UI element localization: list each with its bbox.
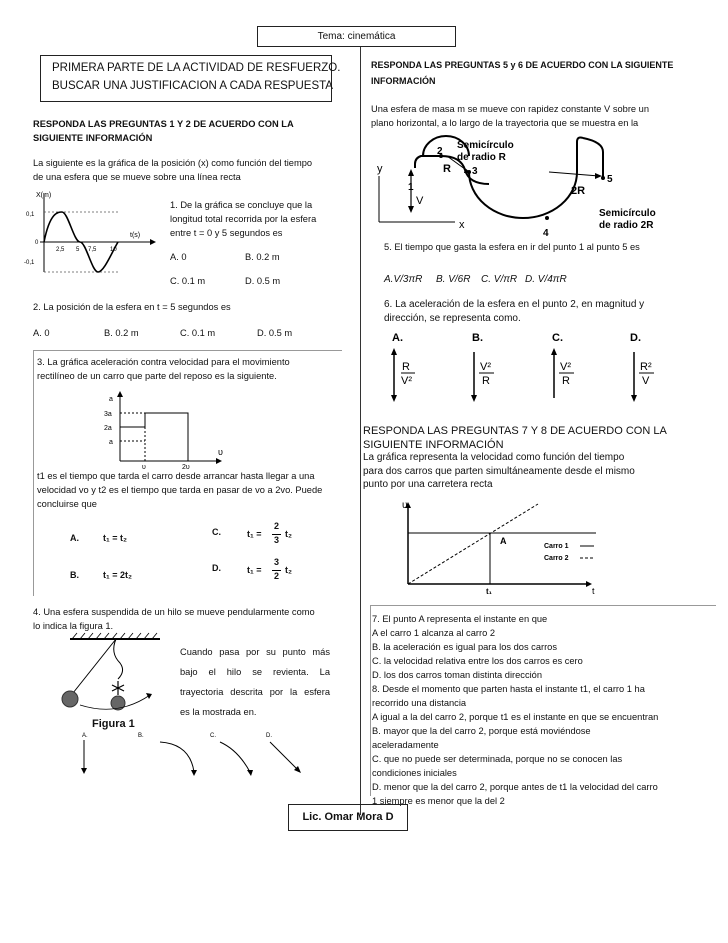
q3-c-den: 3: [274, 535, 280, 545]
q78-line: 8. Desde el momento que parten hasta el instante t1, el carro 1 ha: [372, 684, 645, 694]
q78-line: condiciones iniciales: [372, 768, 457, 778]
point-4: 4: [543, 228, 549, 239]
graph-a-step-line: [120, 413, 188, 461]
q5-option-b: B. V/6R: [436, 274, 471, 285]
radius-2r-arrow: [595, 173, 602, 179]
instructions-line-1: PRIMERA PARTE DE LA ACTIVIDAD DE RESFUERZO.: [52, 62, 341, 74]
q3-option-a: [70, 533, 127, 543]
section7-info-1: La gráfica representa la velocidad como función del tiempo: [363, 452, 625, 463]
velocity-arrow-tail: [408, 206, 414, 213]
q6-a-arrow-head-down: [391, 395, 397, 402]
section1-info-1: La siguiente es la gráfica de la posición (x) como función del tiempo: [33, 158, 313, 168]
q6-letter-a: A.: [392, 332, 403, 344]
pendulum-break-mark: [112, 681, 124, 695]
q6-b-den: R: [482, 375, 490, 387]
semicircle-r-label-2: de radio R: [457, 152, 506, 163]
vt-carro2-line: [408, 504, 538, 584]
q6-options: [384, 330, 684, 410]
point-marker: [467, 170, 471, 174]
section1-heading-1: RESPONDA LAS PREGUNTAS 1 Y 2 DE ACUERDO CON LA: [33, 119, 294, 129]
instructions-box: [40, 55, 341, 102]
q6-a-num: R: [402, 361, 410, 373]
graph1-ylabel: X(m): [36, 192, 52, 199]
point-3: 3: [472, 166, 478, 177]
q5-option-a: A.V/3πR: [384, 274, 423, 285]
q4-opt-a: A.: [82, 733, 88, 739]
q5-option-c: C. V/πR: [481, 274, 518, 285]
q4-traj-b-arrow: [191, 770, 197, 776]
q4-line-2: lo indica la figura 1.: [33, 621, 114, 631]
q4-opt-d: D.: [266, 733, 272, 739]
vt-xlabel: t: [592, 586, 595, 596]
topic-header: [257, 26, 456, 47]
author-box: [288, 804, 408, 831]
q78-line: 7. El punto A representa el instante en que: [372, 614, 548, 624]
q3-desc-3: concluirse que: [37, 499, 97, 509]
velocity-time-graph: [388, 500, 608, 600]
q6-b-arrow-head: [471, 395, 477, 402]
q78-line: B. mayor que la del carro 2, porque está moviéndose: [372, 726, 591, 736]
q3-c-lhs: t₁ =: [247, 529, 262, 539]
q4-traj-c-arrow: [247, 770, 253, 776]
q4-line-1: 4. Una esfera suspendida de un hilo se mueve pendularmente como: [33, 607, 315, 617]
q2-option-a: A. 0: [33, 328, 50, 338]
section7-heading-1: RESPONDA LAS PREGUNTAS 7 Y 8 DE ACUERDO CON LA: [363, 425, 667, 437]
position-time-graph: [24, 192, 160, 282]
radius-2r-label: 2R: [571, 185, 586, 197]
point-marker: [601, 176, 605, 180]
section5-info-2: plano horizontal, a lo largo de la trayectoria que se muestra en la: [371, 118, 639, 128]
q3-d-num: 3: [274, 557, 280, 567]
pendulum-string: [73, 639, 116, 693]
radius-2r-line: [549, 172, 599, 176]
point-marker: [545, 216, 549, 220]
q4-traj-c: [220, 742, 250, 772]
q5-text: 5. El tiempo que gasta la esfera en ir del punto 1 al punto 5 es: [384, 242, 640, 252]
point-5: 5: [607, 174, 613, 185]
trajectory-hook: [583, 138, 603, 178]
q3-option-d: [212, 557, 322, 585]
section7-heading-2: SIGUIENTE INFORMACIÓN: [363, 439, 504, 451]
q4-body-3: trayectoria descrita por la esfera: [180, 687, 330, 697]
radius-r-label: R: [443, 163, 451, 175]
graph-a-xt1: υ: [142, 464, 146, 471]
q78-line: aceleradamente: [372, 740, 439, 750]
graph-a-ylabel: a: [109, 396, 113, 403]
q78-line: A el carro 1 alcanza al carro 2: [372, 628, 495, 638]
q4-traj-d: [270, 742, 298, 770]
column-divider: [360, 47, 361, 815]
vt-t1-label: t₁: [486, 587, 492, 596]
graph1-y-zero: 0: [35, 240, 39, 246]
q6-a-arrow-head-up: [391, 348, 397, 355]
graph1-y-neg: -0,1: [24, 260, 35, 266]
q6-a-den: V²: [401, 375, 412, 387]
q3-d-den: 2: [274, 571, 280, 581]
q5-option-d: D. V/4πR: [525, 274, 567, 285]
q6-c-arrow-head: [551, 348, 557, 355]
q3-d-letter: D.: [212, 563, 221, 573]
q78-line: A igual a la del carro 2, porque t1 es el instante en que se encuentran: [372, 712, 659, 722]
semicircle-2r-label-2: de radio 2R: [599, 220, 654, 231]
graph-a-y3: 3a: [104, 411, 112, 418]
q4-opt-b: B.: [138, 733, 144, 739]
figure1-caption: Figura 1: [92, 718, 135, 730]
q3-desc-2: velocidad vo y t2 es el tiempo que tarda en pasar de vo a 2vo. Puede: [37, 485, 323, 495]
author-name: Lic. Omar Mora D: [302, 811, 394, 823]
q6-line-1: 6. La aceleración de la esfera en el punto 2, en magnitud y: [384, 299, 645, 310]
q6-d-den: V: [642, 375, 650, 387]
acceleration-velocity-graph: [100, 393, 230, 473]
velocity-arrow-head: [408, 169, 414, 176]
q6-c-num: V²: [560, 361, 571, 373]
graph1-xlabel: t(s): [130, 232, 141, 239]
point-1: 1: [408, 182, 414, 193]
section5-info-1: Una esfera de masa m se mueve con rapidez constante V sobre un: [371, 104, 650, 114]
q4-traj-b: [160, 742, 194, 772]
q4-trajectory-options: [70, 730, 320, 780]
q6-letter-c: C.: [552, 332, 563, 344]
q4-body-1: Cuando pasa por su punto más: [180, 647, 330, 657]
q4-traj-a-arrow: [81, 768, 87, 774]
vt-point-a: A: [500, 536, 507, 546]
q1-option-b: B. 0.2 m: [245, 252, 280, 262]
semicircle-r-label-1: Semicírculo: [457, 140, 514, 151]
velocity-label: V: [416, 195, 424, 207]
q4-body-2: bajo el hilo se revienta. La: [180, 667, 330, 677]
graph-a-xlabel: υ: [218, 447, 223, 457]
q2-option-d: D. 0.5 m: [257, 328, 293, 338]
graph1-tick: 10: [110, 247, 117, 253]
section1-heading-2: SIGUIENTE INFORMACIÓN: [33, 133, 153, 143]
pendulum-cut-string: [114, 639, 123, 679]
q78-line: C. que no puede ser determinada, porque no se conocen las: [372, 754, 623, 764]
q1-option-c: C. 0.1 m: [170, 276, 206, 286]
q78-line: recorrido una distancia: [372, 698, 467, 708]
q3-c-letter: C.: [212, 527, 221, 537]
q3-line-2: rectilíneo de un carro que parte del reposo es la siguiente.: [37, 371, 277, 381]
section5-heading-1: RESPONDA LAS PREGUNTAS 5 y 6 DE ACUERDO CON LA SIGUIENTE: [371, 60, 674, 70]
section1-info-2: de una esfera que se mueve sobre una línea recta: [33, 172, 241, 182]
trajectory-figure: [371, 132, 691, 240]
traj-x-label: x: [459, 219, 465, 231]
instructions-line-2: BUSCAR UNA JUSTIFICACION A CADA RESPUESTA: [52, 80, 333, 92]
graph1-tick: 7,5: [88, 247, 97, 253]
topic-text: Tema: cinemática: [317, 31, 396, 42]
vt-ylabel: υ: [402, 500, 408, 511]
q4-body-4: es la mostrada en.: [180, 707, 257, 717]
q3-b-letter: B.: [70, 570, 79, 580]
graph1-tick: 2,5: [56, 247, 65, 253]
q78-block: [372, 612, 658, 808]
q3-option-b: [70, 570, 132, 580]
pendulum-ball-left: [62, 691, 78, 707]
q1-line-1: 1. De la gráfica se concluye que la: [170, 200, 313, 210]
q6-d-arrow-head: [631, 395, 637, 402]
pendulum-swing-arrow: [146, 693, 152, 699]
graph-a-x-arrow: [216, 458, 222, 464]
graph1-x-arrow: [150, 239, 156, 245]
graph1-tick: 5: [76, 247, 80, 253]
point-2: 2: [437, 146, 443, 157]
traj-y-label: y: [377, 163, 383, 175]
q6-c-den: R: [562, 375, 570, 387]
q3-option-c: [212, 521, 322, 549]
q1-line-2: longitud total recorrida por la esfera: [170, 214, 317, 224]
graph-a-y2: 2a: [104, 425, 112, 432]
section7-info-2: para dos carros que parten simultáneamente desde el mismo: [363, 466, 635, 477]
q6-line-2: dirección, se representa como.: [384, 313, 521, 324]
graph-a-ya: a: [109, 439, 113, 446]
q3-d-lhs: t₁ =: [247, 565, 262, 575]
vt-legend-carro1-label: Carro 1: [544, 543, 569, 550]
q3-d-var: t₂: [285, 565, 292, 575]
q6-letter-d: D.: [630, 332, 641, 344]
q78-line: C. la velocidad relativa entre los dos carros es cero: [372, 656, 583, 666]
q2-option-c: C. 0.1 m: [180, 328, 216, 338]
q3-a-letter: A.: [70, 533, 79, 543]
vt-legend-carro2-label: Carro 2: [544, 555, 569, 562]
section7-info-3: punto por una carretera recta: [363, 479, 493, 490]
q3-a-expr: t₁ = t₂: [103, 533, 127, 543]
graph1-y-pos: 0,1: [26, 212, 35, 218]
graph-a-xt2: 2υ: [182, 464, 190, 471]
q3-line-1: 3. La gráfica aceleración contra velocidad para el movimiento: [37, 357, 290, 367]
q6-b-num: V²: [480, 361, 491, 373]
q78-line: D. menor que la del carro 2, porque antes de t1 la velocidad del carro: [372, 782, 658, 792]
q6-letter-b: B.: [472, 332, 483, 344]
q3-c-num: 2: [274, 521, 280, 531]
q3-desc-1: t1 es el tiempo que tarda el carro desde arrancar hasta llegar a una: [37, 471, 315, 481]
q4-body: [180, 642, 330, 722]
q2-option-b: B. 0.2 m: [104, 328, 139, 338]
q78-line: B. la aceleración es igual para los dos carros: [372, 642, 558, 652]
q78-line: 1 siempre es menor que la del 2: [372, 796, 505, 806]
section5-heading-2: INFORMACIÓN: [371, 76, 436, 86]
q1-line-3: entre t = 0 y 5 segundos es: [170, 228, 283, 238]
q3-b-expr: t₁ = 2t₂: [103, 570, 132, 580]
q1-option-d: D. 0.5 m: [245, 276, 281, 286]
q1-option-a: A. 0: [170, 252, 187, 262]
q4-opt-c: C.: [210, 733, 216, 739]
q6-d-num: R²: [640, 361, 652, 373]
q2-text: 2. La posición de la esfera en t = 5 segundos es: [33, 302, 231, 312]
q78-line: D. los dos carros toman distinta dirección: [372, 670, 542, 680]
semicircle-2r-label-1: Semicírculo: [599, 208, 656, 219]
q3-c-var: t₂: [285, 529, 292, 539]
